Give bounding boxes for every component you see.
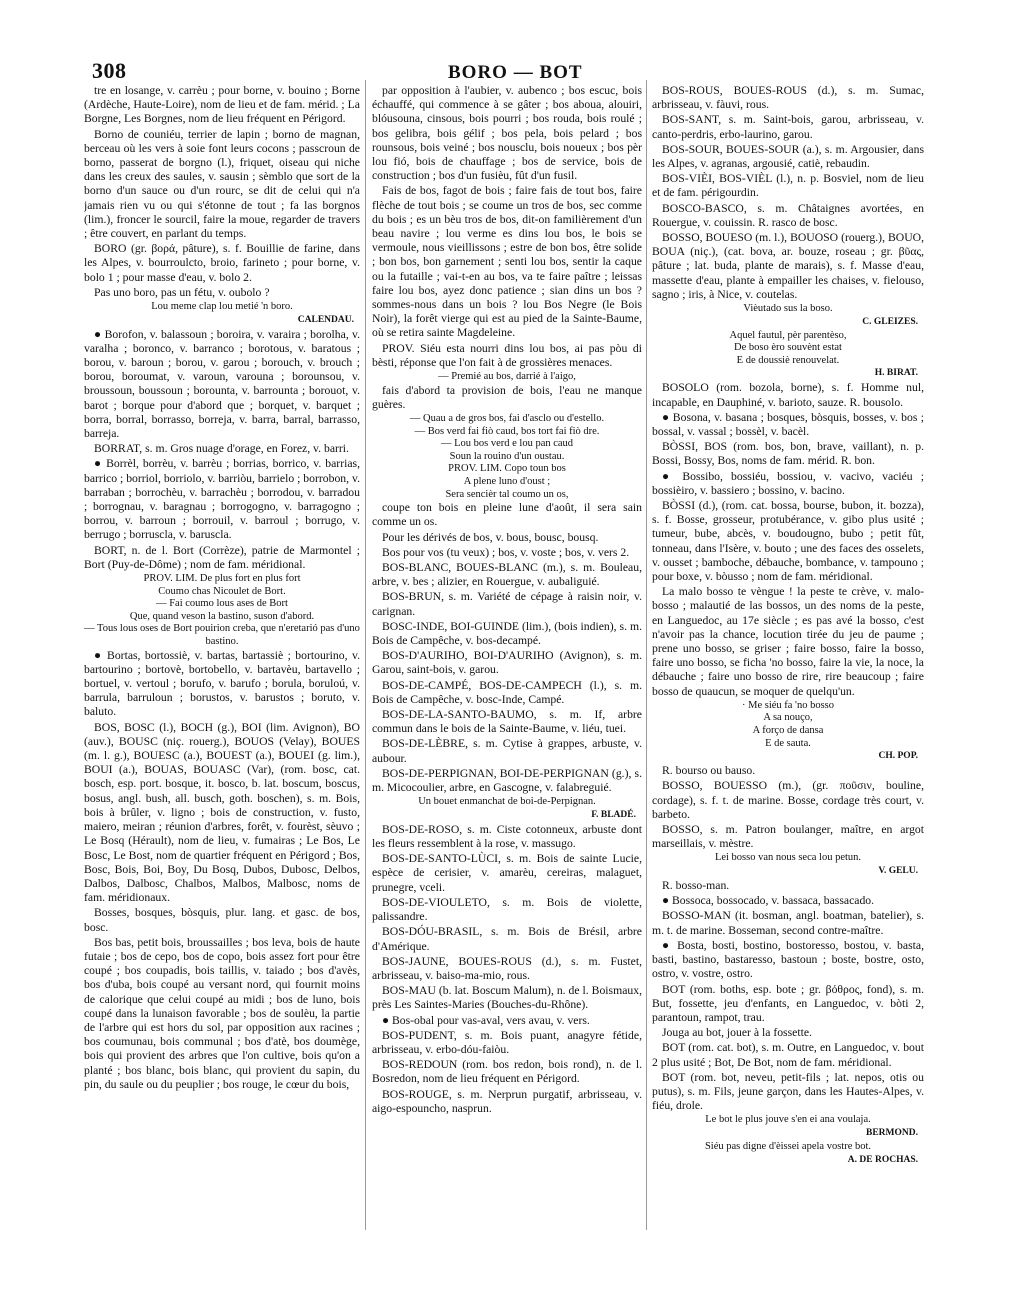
- quotation-line: Soun la rouino d'un oustau.: [449, 450, 565, 462]
- entry-paragraph: BOS-VIÈI, BOS-VIÈL (l.), n. p. Bosviel, nom de lieu et de fam. périgourdin.: [652, 172, 924, 200]
- entry-paragraph: BÒSSI (d.), (rom. cat. bossa, bourse, bubon, it. bozza), s. f. Bosse, grosseur, protubérance, v. gibo plus usité ; tumeur, bube, abcès, v. boudougno, bubo ; petit fût, tonneau, dans l'Isère, v. bouto ; une des faces des osselets, v. ousset ; bamboche, débauche, bombance, v. tampouno ; pour boxe, v. bòusso ; nom de fam. méridional.: [652, 499, 924, 584]
- entry-paragraph: BOS-DE-SANTO-LÙCI, s. m. Bois de sainte Lucie, espèce de cerisier, v. amarèu, cereiras, malaguet, prunegre, vceli.: [372, 852, 642, 894]
- entry-paragraph: par opposition à l'aubier, v. aubenco ; bos escuc, bois échauffé, qui commence à se gâter ; bos aboua, alouiri, blóusouna, cinsous, bois pourri ; bos rouda, bois roulé ; bos gelibra, bois gélif ; bos pela, bois pelard ; bos rounsous, bois veiné ; bos nousclu, bois noueux ; bos pèr lou fió, bois de chauffage ; bos de service, bois de construction ; bos d'un fusièu, fût d'un fusil.: [372, 84, 642, 183]
- entry-paragraph: ● Bos-obal pour vas-aval, vers avau, v. vers.: [382, 1013, 590, 1027]
- entry-paragraph: ● Bossibo, bossiéu, bossiou, v. vacivo, vaciéu ; bossièiro, v. bassiero ; bossino, v. bacino.: [652, 469, 924, 497]
- quotation-line: — Lou bos verd e lou pan caud: [440, 438, 574, 450]
- entry-paragraph: BORT, n. de l. Bort (Corrèze), patrie de Marmontel ; Bort (Puy-de-Dôme) ; nom de fam. méridional.: [84, 543, 360, 571]
- entry-paragraph: Bosses, bosques, bòsquis, plur. lang. et gasc. de bos, bosc.: [84, 906, 360, 934]
- quotation-line: — Bos verd fai fiò caud, bos tort fai fiò dre.: [414, 425, 600, 437]
- quotation-line: A sa nouço,: [763, 712, 813, 724]
- quotation-attribution: C. GLEIZES.: [862, 316, 918, 327]
- quotation-attribution: H. BIRAT.: [874, 368, 918, 379]
- quotation-line: Lou meme clap lou metié 'n boro.: [151, 301, 293, 313]
- entry-paragraph: BOS-ROUGE, s. m. Nerprun purgatif, arbrisseau, v. aigo-espouncho, nasprun.: [372, 1087, 642, 1115]
- entry-paragraph: tre en losange, v. carrèu ; pour borne, v. bouino ; Borne (Ardèche, Haute-Loire), nom de lieu et de fam. mérid. ; La Borgne, Les Borgnes, nom de lieu fréquent en Périgord.: [84, 84, 360, 126]
- entry-paragraph: BOSOLO (rom. bozola, borne), s. f. Homme nul, incapable, en Dauphiné, v. barioto, sauze. R. bousolo.: [652, 381, 924, 409]
- quotation-line: Sera sencièr tal coumo un os,: [445, 488, 569, 500]
- entry-paragraph: ● Bosta, bosti, bostino, bostoresso, bostou, v. basta, basti, bastino, bastaresso, bastoun ; boste, bostre, osto, ostro, v. vostre, ostro.: [652, 938, 924, 981]
- entry-paragraph: ● Borrèl, borrèu, v. barrèu ; borrias, borrico, v. barrias, barrico ; borriol, borriolo, v. barriòu, barrielo ; borrobon, v. barraban ; borrochèu, v. barrachèu ; borrodou, v. barradou ; borrognau, v. baragnau ; borrogogno, v. barragogno ; borrou, v. barroun ; borrouil, v. barroul ; borrugo, v. berrugo ; borruscla, v. baruscla.: [84, 457, 360, 542]
- entry-paragraph: BOS-DE-CAMPÉ, BOS-DE-CAMPECH (l.), s. m. Bois de Campêche, v. bosc-Inde, Campé.: [372, 678, 642, 706]
- entry-paragraph: BOT (rom. cat. bot), s. m. Outre, en Languedoc, v. bout 2 plus usité ; Bot, De Bot, nom de fam. méridional.: [652, 1041, 924, 1069]
- quotation-line: Vièutado sus la boso.: [743, 303, 833, 315]
- quotation-line: Un bouet enmanchat de boi-de-Perpignan.: [418, 796, 596, 808]
- column-divider: [365, 80, 366, 1230]
- entry-paragraph: PROV. Siéu esta nourri dins lou bos, ai pas pòu di bèsti, réponse que l'on fait à de grossières menaces.: [372, 341, 642, 369]
- entry-paragraph: BOSSO, s. m. Patron boulanger, maître, en argot marseillais, v. mèstre.: [652, 823, 924, 851]
- entry-paragraph: BOSSO, BOUESO (m. l.), BOUOSO (rouerg.), BOUO, BOUA (niç.), (cat. bova, ar. bouze, roseau ; gr. βῦας, pâture ; lat. buda, plante de marais), s. f. Masse d'eau, massette d'eau, plante à empailler les chaises, v. fielouso, sagno ; iris, à Nice, v. coutelas.: [652, 231, 924, 301]
- entry-paragraph: Jouga au bot, jouer à la fossette.: [662, 1026, 812, 1040]
- entry-paragraph: Pas uno boro, pas un fétu, v. oubolo ?: [94, 285, 270, 299]
- entry-paragraph: BOSSO-MAN (it. bosman, angl. boatman, batelier), s. m. t. de marine. Bosseman, second contre-maître.: [652, 909, 924, 937]
- entry-paragraph: BOS-REDOUN (rom. bos redon, bois rond), n. de l. Bosredon, nom de lieu fréquent en Périgord.: [372, 1058, 642, 1086]
- entry-paragraph: ● Bosona, v. basana ; bosques, bòsquis, bosses, v. bos ; bossal, v. vassal ; bossèl, v. bacèl.: [652, 410, 924, 439]
- quotation-line: A plene luno d'oust ;: [463, 476, 551, 488]
- quotation-attribution: F. BLADÉ.: [591, 809, 636, 820]
- entry-paragraph: BOS-JAUNE, BOUES-ROUS (d.), s. m. Fustet, arbrisseau, v. baiso-ma-mio, rous.: [372, 954, 642, 982]
- entry-paragraph: ● Bortas, bortossiè, v. bartas, bartassiè ; bortourino, v. bartourino ; bortovè, bortobello, v. bartavèu, bartavello ; bortuel, v. vertoul ; borufo, v. barufo ; borula, boruloú, v. barrula, barruloun ; borustos, v. barustos ; boruto, v. baluto.: [84, 648, 360, 719]
- entry-paragraph: BOS-DE-VIOULETO, s. m. Bois de violette, palissandre.: [372, 895, 642, 924]
- quotation-line: A forço de dansa: [752, 725, 824, 737]
- entry-paragraph: Fais de bos, fagot de bois ; faire fais de tout bos, faire flèche de tout bois ; se coume un tros de bos, sec comme du bois ; es un bèu tros de bos, dit-on familièrement d'un beau navire ; lou verme es dins lou bos, le bois se vermoule, nous vieillissons ; estre de bon bos, être solide ; bon bos, bon garnement ; senti lou bos, sentir la caque ou la futaille ; vai-t-en au bos, va te faire paître ; leissas faire lou bos, ayez donc patience ; sian dins un bos ? sommes-nous dans un bois ? lou Bos Negre (le Bois Noir), la forêt vierge qui est au pied de la Sainte-Baume, où se retira sainte Magdeleine.: [372, 184, 642, 340]
- entry-paragraph: BORO (gr. βορά, pâture), s. f. Bouillie de farine, dans les Alpes, v. bourroulcto, broio, farineto ; pour borne, v. bolo 1 ; pour masse d'eau, v. bolo 2.: [84, 242, 360, 284]
- entry-paragraph: BOS-SOUR, BOUES-SOUR (a.), s. m. Argousier, dans les Alpes, v. agranas, argousié, catiè, rebaudin.: [652, 142, 924, 171]
- entry-paragraph: BOS-BLANC, BOUES-BLANC (m.), s. m. Bouleau, arbre, v. bes ; alizier, en Rouergue, v. aubaliguié.: [372, 561, 642, 589]
- quotation-line: Siéu pas digne d'èissei apela vostre bot.: [704, 1140, 872, 1152]
- entry-paragraph: BOS-D'AURIHO, BOI-D'AURIHO (Avignon), s. m. Garou, saint-bois, v. garou.: [372, 649, 642, 677]
- quotation-line: · Me siéu fa 'no bosso: [741, 699, 834, 711]
- quotation-line: — Fai coumo lous ases de Bort: [156, 598, 288, 610]
- entry-paragraph: BOS, BOSC (l.), BOCH (g.), BOI (lim. Avignon), BO (auv.), BOUSC (niç. rouerg.), BOUOS (Velay), BOUES (m. l. g.), BOUESC (a.), BOUEST (a.), BOUEI (g. lim.), BOUI (a.), BOUAS, BOUASC (Var), (rom. bosc, cat. bosch, esp. port. bosque, it. bosco, b. lat. boscum, boscus, bosus, angl. bush, all. busch, goth. boschen), s. m. Bois, bois à brûler, v. ligno ; bois de construction, v. fusto, maiero, meiran ; réunion d'arbres, forêt, v. fourèst, sèuvo ; Le Bosq (Hérault), nom de lieu, v. fumairas ; Le Bos, Le Bosc, Le Bost, nom de quartier fréquent en Périgord ; Bos, Bosc, Bois, Boi, Boy, Du Bosq, Dubos, Dubosc, Delbos, Dalbos, Dalbosc, Chalbos, Malbos, Malbosc, noms de fam. méridionaux.: [84, 720, 360, 905]
- entry-paragraph: Pour les dérivés de bos, v. bous, bousc, bousq.: [382, 530, 599, 544]
- entry-paragraph: BOS-DE-LA-SANTO-BAUMO, s. m. If, arbre commun dans le bois de la Sainte-Baume, v. liéu, tuei.: [372, 708, 642, 736]
- entry-paragraph: fais d'abord ta provision de bois, l'eau ne manque guères.: [372, 383, 642, 411]
- quotation-line: — Tous lous oses de Bort pouirion creba, que n'eretarió pas d'uno bastino.: [84, 623, 360, 648]
- entry-paragraph: BOSC-INDE, BOI-GUINDE (lim.), (bois indien), s. m. Bois de Campêche, v. bos-decampé.: [372, 619, 642, 648]
- entry-paragraph: La malo bosso te vèngue ! la peste te crève, v. malo-bosso ; malautié de las bossos, un des noms de la peste, en Languedoc, au 17e siècle ; es pas avé la bosso, c'est n'avoir pas la chance, locution tirée du jeu de paume ; prene uno bosso, se griser ; faire bosso, faire la bosso, faire uno bosso, se ficha 'no bosso, faire la vie, la noce, la débauche ; faire uno bosso de rire, rire beaucoup ; faire bosso de quaucun, se moquer de quelqu'un.: [652, 585, 924, 698]
- entry-paragraph: BOS-DE-PERPIGNAN, BOI-DE-PERPIGNAN (g.), s. m. Micocoulier, arbre, en Gascogne, v. falabreguié.: [372, 766, 642, 795]
- quotation-attribution: CH. POP.: [878, 751, 918, 762]
- entry-paragraph: BOS-DE-LÈBRE, s. m. Cytise à grappes, arbuste, v. aubour.: [372, 737, 642, 765]
- quotation-line: Coumo chas Nicoulet de Bort.: [158, 585, 286, 597]
- column-left: [84, 84, 360, 1247]
- quotation-attribution: V. GELU.: [878, 866, 918, 877]
- entry-paragraph: Bos pour vos (tu veux) ; bos, v. voste ; bos, v. vers 2.: [382, 545, 630, 559]
- entry-paragraph: BOS-ROUS, BOUES-ROUS (d.), s. m. Sumac, arbrisseau, v. fàuvi, rous.: [652, 84, 924, 112]
- quotation-line: Aquel fautul, pèr parentèso,: [729, 329, 847, 341]
- entry-paragraph: R. bosso-man.: [662, 879, 730, 893]
- entry-paragraph: BOSSO, BOUESSO (m.), (gr. ποῦσιν, bouline, cordage), s. f. t. de marine. Bosse, cordage très court, v. barbeto.: [652, 779, 924, 821]
- entry-paragraph: coupe ton bois en pleine lune d'août, il sera sain comme un os.: [372, 501, 642, 529]
- entry-paragraph: BOSCO-BASCO, s. m. Châtaignes avortées, en Rouergue, v. couissin. R. rasco de bosc.: [652, 201, 924, 229]
- entry-paragraph: BOS-DÓU-BRASIL, s. m. Bois de Brésil, arbre d'Amérique.: [372, 925, 642, 953]
- page-number: 308: [92, 58, 127, 83]
- entry-paragraph: BOS-DE-ROSO, s. m. Ciste cotonneux, arbuste dont les fleurs ressemblent à la rose, v. massugo.: [372, 822, 642, 851]
- quotation-line: PROV. LIM. Copo toun bos: [448, 463, 566, 475]
- quotation-attribution: CALENDAU.: [297, 314, 354, 325]
- quotation-line: Le bot le plus jouve s'en ei ana voulaja.: [705, 1114, 871, 1126]
- quotation-line: — Quau a de gros bos, fai d'asclo ou d'estello.: [409, 413, 605, 425]
- entry-paragraph: BORRAT, s. m. Gros nuage d'orage, en Forez, v. barri.: [94, 442, 349, 456]
- quotation-line: Que, quand veson la bastino, suson d'abord.: [129, 610, 315, 622]
- entry-paragraph: BOS-PUDENT, s. m. Bois puant, anagyre fétide, arbrisseau, v. erbo-dóu-faiòu.: [372, 1028, 642, 1056]
- quotation-line: Lei bosso van nous seca lou petun.: [714, 852, 862, 864]
- entry-paragraph: Borno de couniéu, terrier de lapin ; borno de magnan, berceau où les vers à soie font leurs cocons ; passcroun de borno, passerat de borgno (l.), friquet, oiseau qui niche dans les creux des saules, v. sausin ; sèmblo que sort de la borno d'un sauce ou d'un rourc, se dit de celui qui n'a jamais rien vu ou qui s'étonne de tout ; fa las borgnos (lim.), froncer le sourcil, faire la moue, regarder de travers ; être couvert, en parlant du temps.: [84, 127, 360, 241]
- quotation-attribution: A. DE ROCHAS.: [847, 1154, 918, 1165]
- entry-paragraph: BOS-MAU (b. lat. Boscum Malum), n. de l. Boismaux, près Les Saintes-Maries (Bouches-du-Rhône).: [372, 984, 642, 1012]
- entry-paragraph: BOS-SANT, s. m. Saint-bois, garou, arbrisseau, v. canto-perdris, erbo-laurino, garou.: [652, 113, 924, 141]
- quotation-line: E de sauta.: [765, 737, 811, 749]
- column-right: [652, 84, 924, 1247]
- quotation-line: — Premié au bos, darrié à l'aigo,: [438, 371, 576, 383]
- entry-paragraph: BOS-BRUN, s. m. Variété de cépage à raisin noir, v. carignan.: [372, 590, 642, 618]
- column-divider: [646, 80, 647, 1230]
- quotation-line: De boso èro souvènt estat: [734, 342, 842, 354]
- entry-paragraph: ● Borofon, v. balassoun ; boroira, v. varaira ; borolha, v. varalha ; boronco, v. barranco ; borotous, v. baratous ; borou, v. baroun ; borou, v. garou ; borouch, v. brouch ; borou, boroumat, v. varoun, varouna ; borounsou, v. broussoun, boussoun ; borounta, v. barrounta ; borouot, v. barot ; borque pour d'abord que ; borquet, v. barquet ; borra, borral, borrasso, borreja, v. barra, barral, barrasso, barreja.: [84, 327, 360, 441]
- column-middle: [372, 84, 642, 1247]
- entry-paragraph: BOT (rom. boths, esp. bote ; gr. βόθρος, fond), s. m. But, fossette, jeu d'enfants, en Languedoc, v. bòti 2, parantoun, rampot, trau.: [652, 982, 924, 1024]
- quotation-line: E de doussiè renouvelat.: [736, 354, 840, 366]
- entry-paragraph: BÒSSI, BOS (rom. bos, bon, brave, vaillant), n. p. Bossi, Bossy, Bos, noms de fam. mérid. R. bon.: [652, 440, 924, 468]
- entry-paragraph: ● Bossoca, bossocado, v. bassaca, bassacado.: [662, 894, 875, 908]
- quotation-line: PROV. LIM. De plus fort en plus fort: [143, 573, 301, 585]
- entry-paragraph: R. bourso ou bauso.: [662, 764, 756, 778]
- running-head: BORO — BOT: [448, 62, 583, 83]
- entry-paragraph: BOT (rom. bot, neveu, petit-fils ; lat. nepos, otis ou putus), s. m. Fils, jeune garçon, dans les Hautes-Alpes, v. fiéu, drole.: [652, 1070, 924, 1113]
- quotation-attribution: BERMOND.: [866, 1127, 918, 1138]
- entry-paragraph: Bos bas, petit bois, broussailles ; bos leva, bois de haute futaie ; bos de cepo, bos de copo, bois assez fort pour être coupé ; bos coupadis, bois taillis, v. taiado ; bos d'avès, bos d'uba, bois coupé au versant nord, qui fournit moins de calorique que celui coupé au midi ; bos de luno, bois coupé dans la lunaison favorable ; bos de soulèu, la partie de l'arbre qui est hors du sol, par opposition aux racines ; bos coumunau, bois communal ; bos d'atè, bos doumège, bois qui provient des arbres que l'on cultive, bois qu'on a planté ; bos blanc, bois blanc, qui provient du sapin, du pin, du saule ou du peuplier ; bos rouge, le cœur du bois,: [84, 935, 360, 1091]
